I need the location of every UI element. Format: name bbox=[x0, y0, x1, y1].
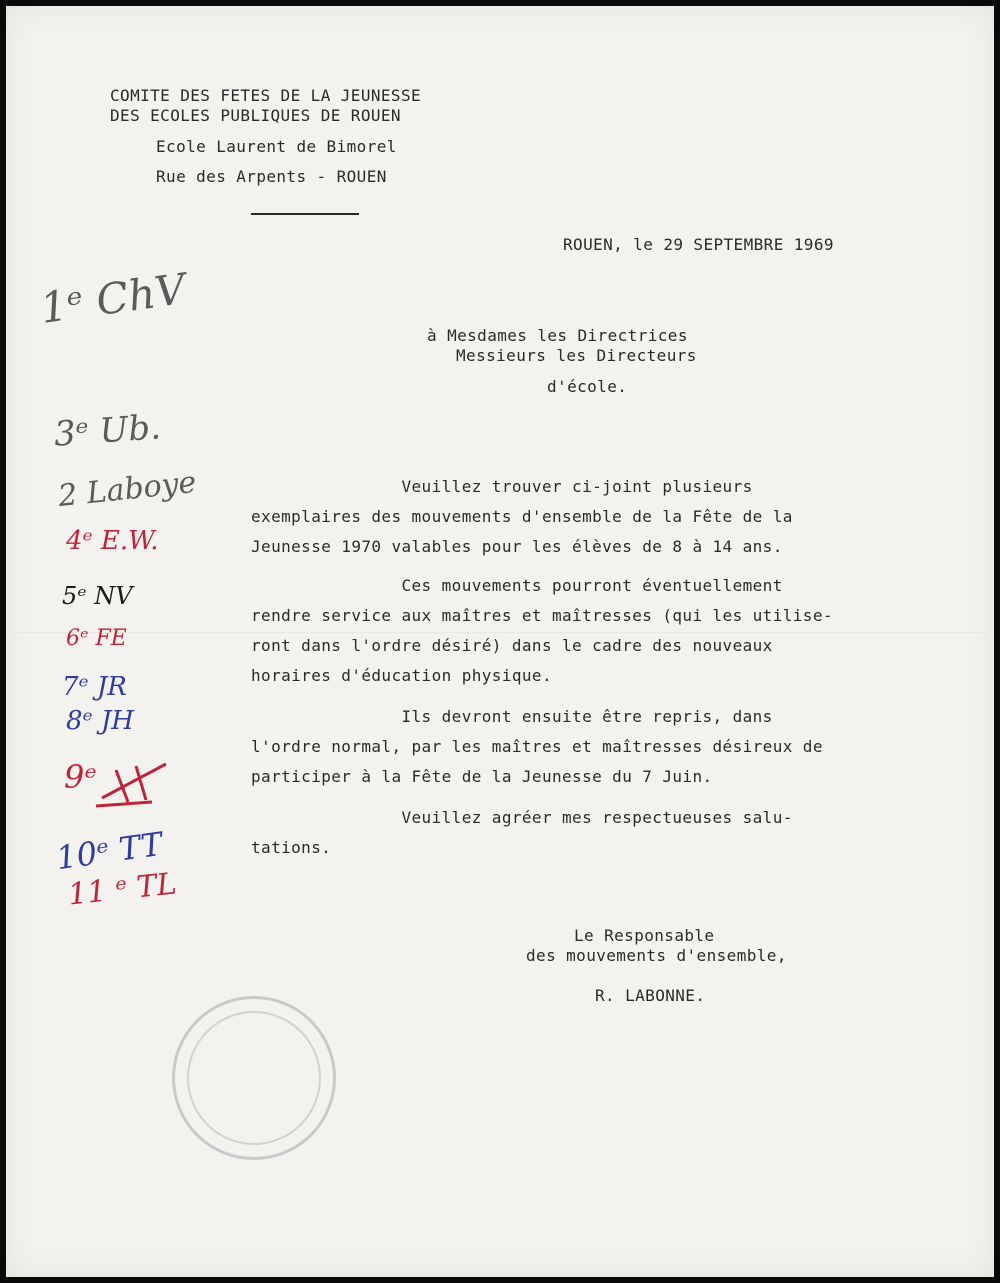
letter-date: ROUEN, le 29 SEPTEMBRE 1969 bbox=[563, 235, 834, 254]
margin-note-5: 5ᵉ NV bbox=[62, 582, 133, 610]
signature-title: Le Responsable bbox=[574, 926, 715, 945]
strike-mark bbox=[66, 758, 176, 818]
header-divider bbox=[251, 213, 359, 215]
letter-sheet bbox=[6, 6, 994, 1277]
margin-note-7: 7ᵉ JR bbox=[62, 672, 127, 702]
margin-note-9: 9ᵉ bbox=[64, 758, 97, 796]
body-paragraph-1: Veuillez trouver ci-joint plusieurs exemplaires des mouvements d'ensemble de la Fête de la Jeunesse 1970 valables pour les élèves de 8 à 14 ans. bbox=[251, 477, 793, 556]
faded-circular-stamp bbox=[172, 996, 336, 1160]
recipient-line-3: d'école. bbox=[547, 377, 628, 396]
recipient-line-1: à Mesdames les Directrices bbox=[427, 326, 688, 345]
signature-name: R. LABONNE. bbox=[595, 986, 706, 1005]
recipient-line-2: Messieurs les Directeurs bbox=[456, 346, 697, 365]
margin-note-3: 2 Laboye bbox=[56, 464, 198, 515]
margin-note-6: 6ᵉ FE bbox=[66, 626, 127, 651]
header-school: Ecole Laurent de Bimorel bbox=[156, 137, 397, 156]
header-line-1: COMITE DES FETES DE LA JEUNESSE bbox=[110, 86, 422, 105]
signature-role: des mouvements d'ensemble, bbox=[526, 946, 787, 965]
margin-note-11: 11 ᵉ TL bbox=[66, 866, 179, 913]
margin-note-8: 8ᵉ JH bbox=[66, 706, 134, 736]
header-address: Rue des Arpents - ROUEN bbox=[156, 167, 387, 186]
body-paragraph-2: Ces mouvements pourront éventuellement rendre service aux maîtres et maîtresses (qui les utilise- ront dans l'ordre désiré) dans le cadre des nouveaux horaires d'éducation physique. bbox=[251, 576, 833, 685]
body-paragraph-4: Veuillez agréer mes respectueuses salu- tations. bbox=[251, 808, 793, 857]
margin-note-2: 3ᵉ Ub. bbox=[52, 407, 163, 455]
margin-note-4: 4ᵉ E.W. bbox=[66, 526, 159, 556]
margin-note-10: 10ᵉ TT bbox=[53, 824, 165, 878]
header-line-2: DES ECOLES PUBLIQUES DE ROUEN bbox=[110, 106, 401, 125]
body-paragraph-3: Ils devront ensuite être repris, dans l'ordre normal, par les maîtres et maîtresses désireux de participer à la Fête de la Jeunesse du 7 Juin. bbox=[251, 707, 823, 786]
margin-note-1: 1ᵉ ChV bbox=[37, 264, 189, 333]
